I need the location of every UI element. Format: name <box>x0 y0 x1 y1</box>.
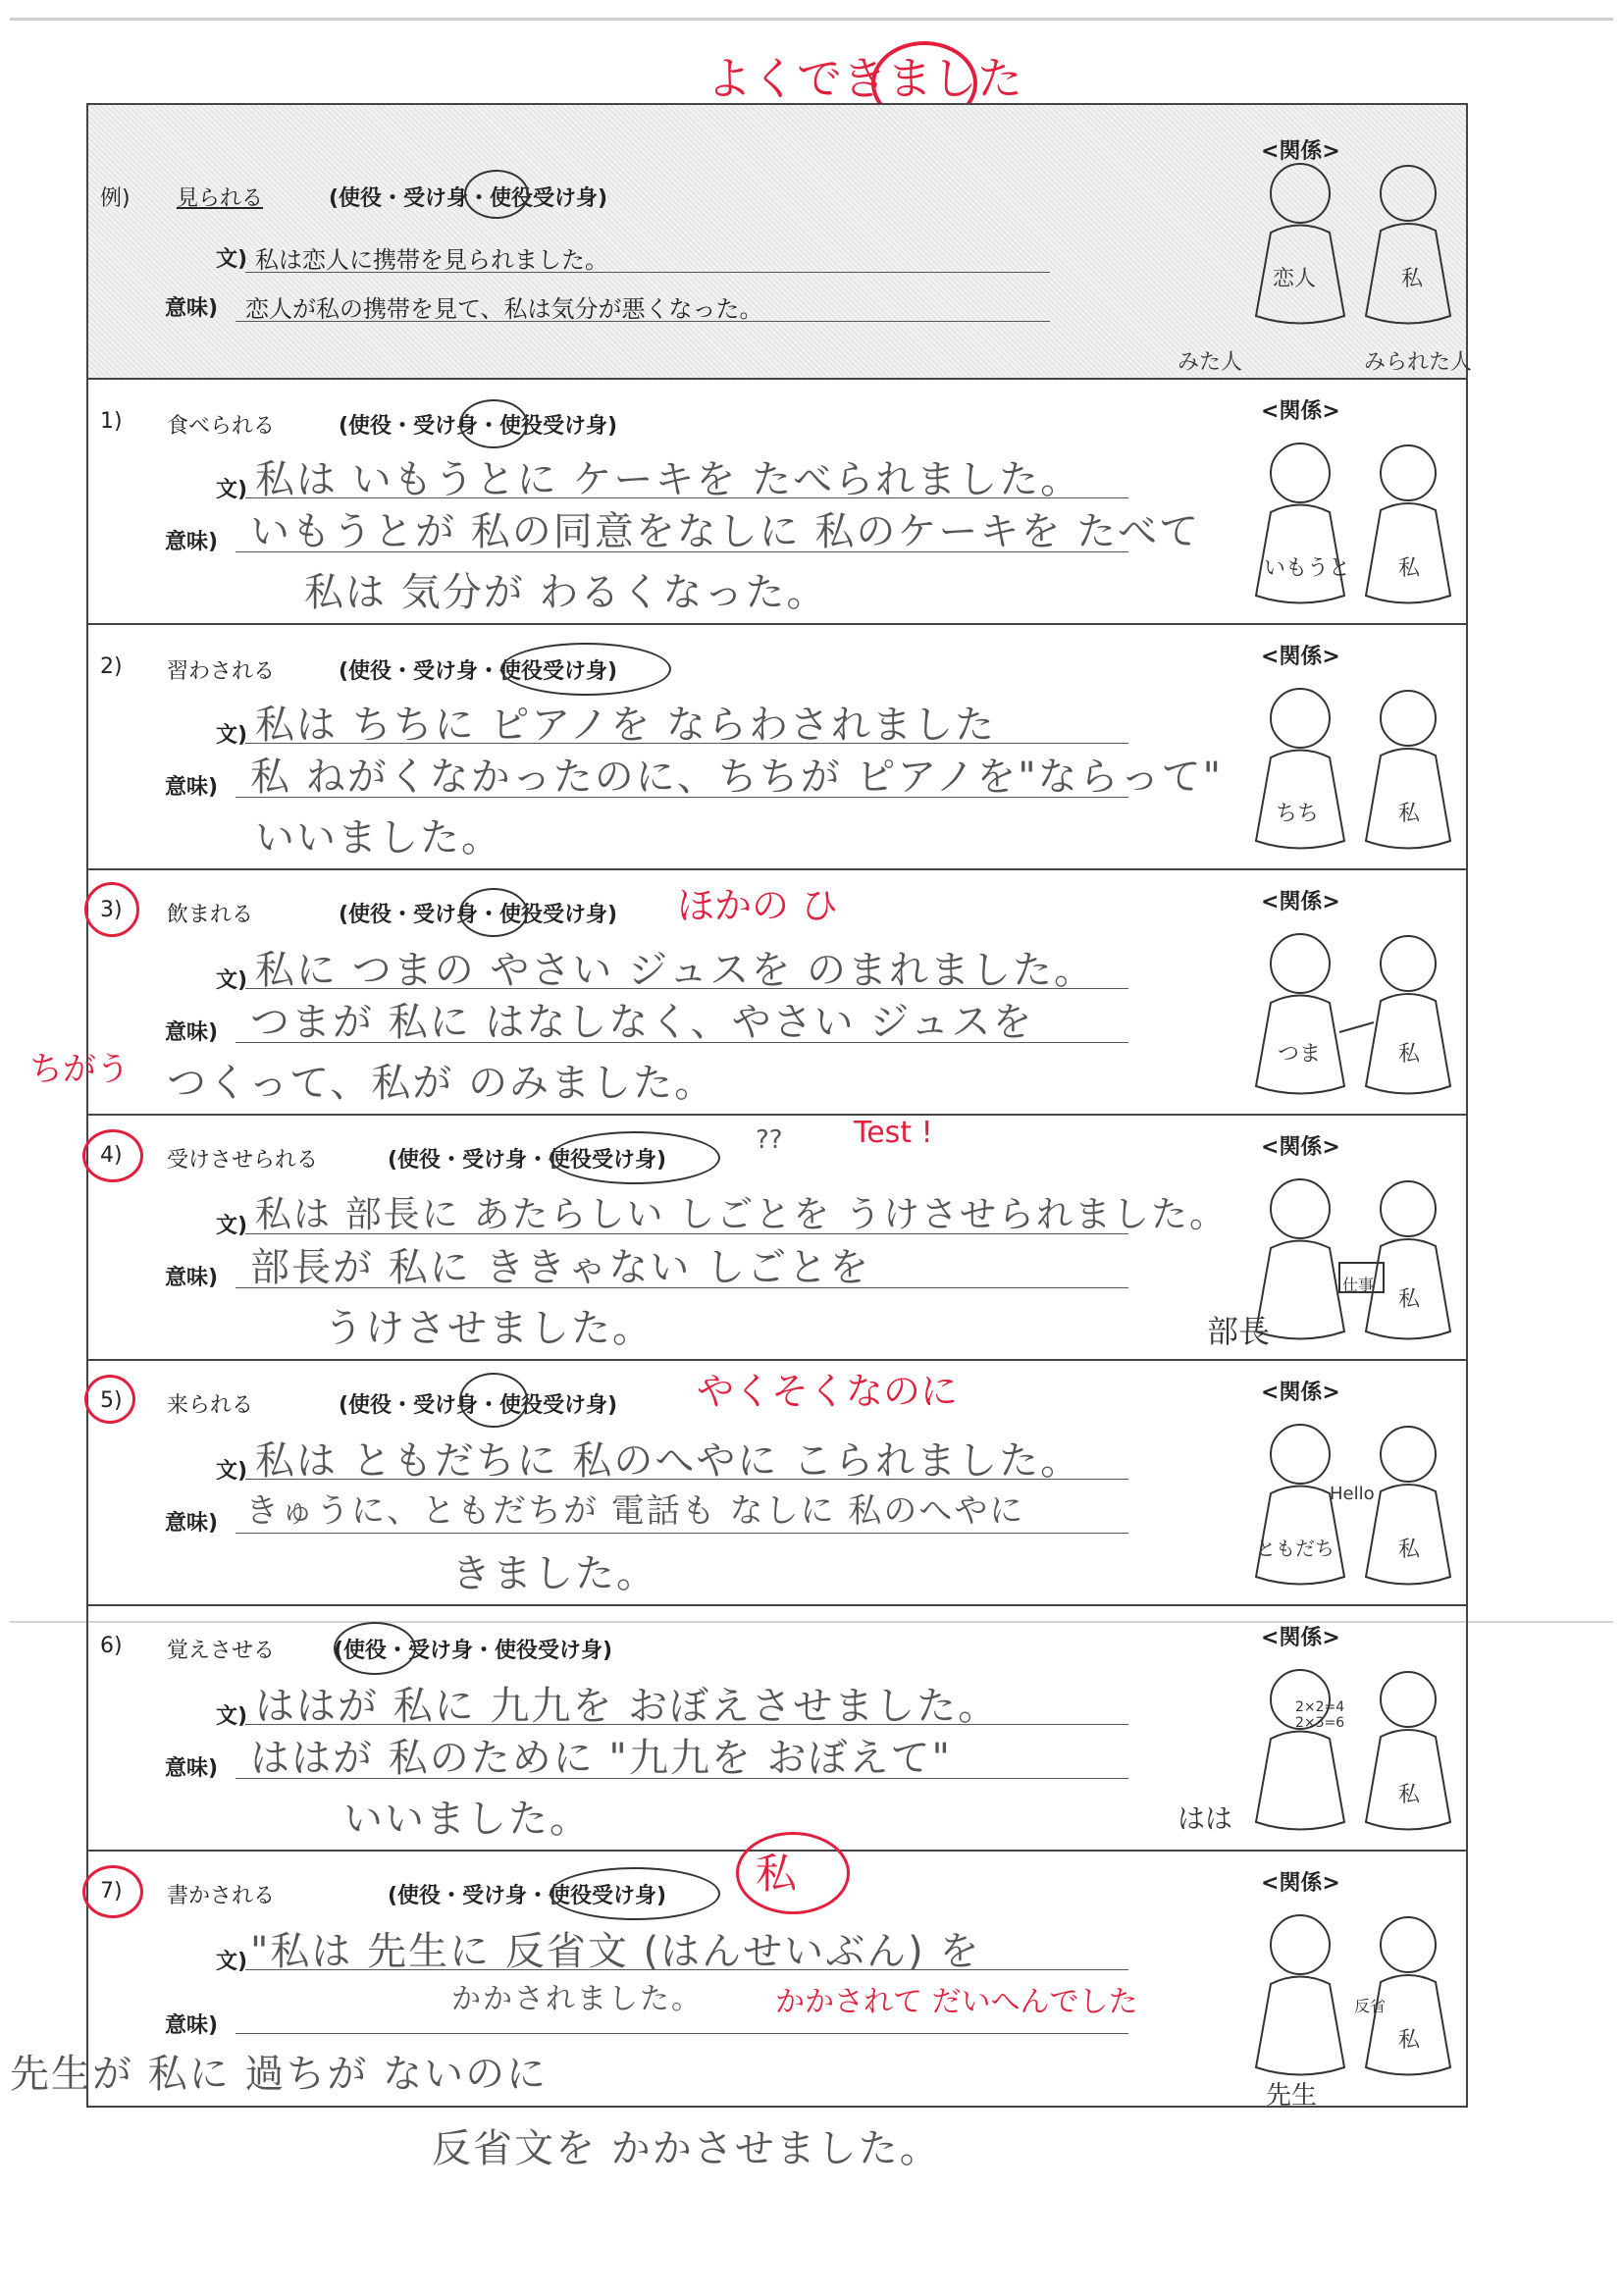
example-meaning-label: 意味) <box>165 296 219 321</box>
meaning-label: 意味) <box>165 1266 219 1290</box>
sentence-line <box>245 1479 1128 1480</box>
handwritten-meaning-line-2: うけさせました。 <box>324 1306 654 1351</box>
handwritten-sentence: 私は いもうとに ケーキを たべられました。 <box>255 457 1082 502</box>
handwritten-meaning-line-1: つまが 私に はなしなく、やさい ジュスを <box>250 1000 1034 1045</box>
figure-right-label: 私 <box>1398 556 1421 581</box>
example-choices: (使役・受け身・使役受け身) <box>329 186 608 211</box>
meaning-label: 意味) <box>165 775 219 800</box>
scan-top-edge <box>10 18 1613 21</box>
handwritten-meaning-line-1: 部長が 私に ききゃない しごとを <box>250 1245 871 1290</box>
sentence-label: 文) <box>216 968 248 993</box>
item-verb: 習わされる <box>167 659 276 684</box>
relation-label: <関係> <box>1261 1626 1340 1650</box>
item-choices: (使役・受け身・使役受け身) <box>388 1148 667 1173</box>
meaning-line <box>236 1287 1128 1288</box>
meaning-label: 意味) <box>165 530 219 554</box>
sentence-label: 文) <box>216 1950 248 1974</box>
item-verb: 食べられる <box>167 414 276 439</box>
handwritten-meaning-line-2-item7: 反省文を かかさせました。 <box>432 2126 941 2171</box>
relation-figures <box>1246 679 1462 865</box>
figure-prop-label: 反省 <box>1354 1997 1387 2015</box>
example-sentence-line <box>245 272 1050 273</box>
item-verb: 覚えさせる <box>167 1639 276 1663</box>
handwritten-meaning-line-1: きゅうに、ともだちが 電話も なしに 私のへやに <box>245 1491 1025 1531</box>
relation-figures <box>1246 924 1462 1111</box>
meaning-line <box>236 551 1128 552</box>
item-row-2 <box>88 625 1466 870</box>
sentence-label: 文) <box>216 1214 248 1238</box>
figure-prop-label: 2×2=4 2×3=6 <box>1295 1699 1345 1731</box>
handwritten-meaning-line-2: つくって、私が のみました。 <box>167 1061 716 1106</box>
handwritten-sentence-cont: かかされました。 <box>451 1982 703 2016</box>
handwritten-meaning-line-2: きました。 <box>451 1551 657 1596</box>
sentence-label: 文) <box>216 1704 248 1729</box>
item-verb: 来られる <box>167 1393 254 1418</box>
item-row-3 <box>29 870 1466 1116</box>
figure-right-label: 私 <box>1398 1783 1421 1807</box>
relation-figures <box>1246 1660 1462 1847</box>
figure-right-label: 私 <box>1398 1042 1421 1067</box>
question-marks: ?? <box>756 1125 783 1155</box>
item-row-7 <box>10 1850 1466 2111</box>
figure-left-label: ちち <box>1276 802 1320 826</box>
figure-left-label: はは <box>1178 1802 1233 1835</box>
item-number: 1) <box>100 409 123 434</box>
figure-left-label: 部長 <box>1207 1313 1271 1350</box>
relation-label: <関係> <box>1261 1381 1340 1405</box>
figure-right-label: 私 <box>1398 1287 1421 1312</box>
figure-left-label: ともだち <box>1256 1537 1335 1560</box>
teacher-comment: やくそくなのに <box>697 1370 959 1413</box>
sentence-line <box>245 1969 1128 1970</box>
handwritten-meaning-line-1: ははが 私のために "九九を おぼえて" <box>250 1736 952 1781</box>
item-answer-circle <box>550 1867 720 1920</box>
item-row-5 <box>88 1361 1466 1606</box>
item-row-1 <box>88 380 1466 625</box>
example-row <box>88 105 1473 380</box>
sentence-line <box>245 988 1128 989</box>
item-answer-circle <box>459 1373 528 1428</box>
item-verb: 飲まれる <box>167 903 254 927</box>
relation-figures <box>1246 1415 1462 1601</box>
relation-label: <関係> <box>1261 399 1340 424</box>
item-verb: 受けさせられる <box>167 1148 319 1173</box>
meaning-label: 意味) <box>165 2013 219 2038</box>
item-answer-circle <box>459 888 528 937</box>
worksheet <box>10 103 1473 2111</box>
item-verb: 書かされる <box>167 1884 276 1908</box>
sentence-line <box>245 1233 1128 1234</box>
item-row-6 <box>88 1606 1466 1852</box>
teacher-margin-note: ちがう <box>29 1050 130 1089</box>
teacher-comment: Test ! <box>854 1116 933 1150</box>
relation-figures <box>1246 434 1462 620</box>
handwritten-sentence: 私は ちちに ピアノを ならわされました <box>255 703 996 748</box>
example-figure-right-label: 私 <box>1401 267 1424 291</box>
handwritten-sentence: "私は 先生に 反省文 (はんせいぶん) を <box>250 1929 981 1974</box>
item-number: 2) <box>100 654 123 679</box>
sentence-line <box>245 1724 1128 1725</box>
item-answer-circle <box>500 643 671 696</box>
example-figure-left-label: 恋人 <box>1273 267 1317 291</box>
teacher-correction: 私 <box>756 1850 798 1898</box>
handwritten-sentence: ははが 私に 九九を おぼえさせました。 <box>255 1684 1000 1729</box>
handwritten-meaning-line-2: いいました。 <box>343 1797 591 1842</box>
figure-right-label: 私 <box>1398 2028 1421 2053</box>
figure-prop-label: Hello <box>1330 1484 1375 1504</box>
item-answer-circle <box>459 399 528 448</box>
sentence-label: 文) <box>216 1459 248 1484</box>
handwritten-sentence: 私は ともだちに 私のへやに こられました。 <box>255 1438 1082 1484</box>
item-choices: (使役・受け身・使役受け身) <box>388 1884 667 1908</box>
relation-label: <関係> <box>1261 645 1340 669</box>
meaning-line <box>236 1778 1128 1779</box>
meaning-label: 意味) <box>165 1756 219 1781</box>
meaning-line <box>236 1042 1128 1043</box>
sentence-label: 文) <box>216 478 248 502</box>
sentence-line <box>245 743 1128 744</box>
item-answer-circle <box>334 1622 416 1675</box>
figure-left-label: 先生 <box>1266 2081 1318 2111</box>
example-figures <box>1246 154 1462 340</box>
handwritten-meaning-line-1: 私 ねがくなかったのに、ちちが ピアノを"ならって" <box>250 755 1224 800</box>
meaning-label: 意味) <box>165 1020 219 1045</box>
item-number: 4) <box>100 1143 123 1168</box>
handwritten-meaning-line-2: いいました。 <box>255 815 502 861</box>
figure-prop-label: 仕事 <box>1342 1276 1375 1294</box>
item-choices: (使役・受け身・使役受け身) <box>339 903 618 927</box>
handwritten-meaning-line-1: 先生が 私に 過ちが ないのに <box>10 2052 549 2097</box>
item-number: 3) <box>100 898 123 922</box>
example-caption-right: みられた人 <box>1364 350 1473 375</box>
sentence-line <box>245 497 1128 498</box>
figure-left-label: いもうと <box>1264 556 1351 581</box>
example-sentence: 私は恋人に携帯を見られました。 <box>255 246 608 274</box>
item-choices: (使役・受け身・使役受け身) <box>339 1393 618 1418</box>
item-number: 6) <box>100 1634 123 1658</box>
teacher-comment: かかされて だいへんでした <box>775 1985 1138 2019</box>
example-answer-circle <box>464 170 529 219</box>
example-number: 例) <box>100 186 131 211</box>
figure-right-label: 私 <box>1398 802 1421 826</box>
example-caption-left: みた人 <box>1178 350 1243 375</box>
item-choices: (使役・受け身・使役受け身) <box>334 1639 613 1663</box>
example-meaning-line <box>236 321 1050 322</box>
item-answer-circle <box>550 1131 720 1184</box>
relation-figures <box>1246 1170 1462 1356</box>
meaning-line <box>236 1533 1128 1534</box>
handwritten-meaning-line-1: いもうとが 私の同意をなしに 私のケーキを たべて <box>250 509 1201 554</box>
relation-label: <関係> <box>1261 1135 1340 1160</box>
sentence-label: 文) <box>216 723 248 748</box>
figure-left-label: つま <box>1278 1042 1322 1067</box>
item-choices: (使役・受け身・使役受け身) <box>339 414 618 439</box>
grade-remark: よくできました <box>707 52 1022 105</box>
meaning-label: 意味) <box>165 1511 219 1536</box>
example-verb: 見られる <box>177 186 264 211</box>
example-relation-label: <関係> <box>1261 139 1340 164</box>
meaning-line <box>236 797 1128 798</box>
item-choices: (使役・受け身・使役受け身) <box>339 659 618 684</box>
item-number: 7) <box>100 1879 123 1904</box>
example-meaning: 恋人が私の携帯を見て、私は気分が悪くなった。 <box>245 295 763 323</box>
figure-right-label: 私 <box>1398 1538 1421 1562</box>
item-row-4 <box>88 1116 1466 1361</box>
relation-label: <関係> <box>1261 1871 1340 1896</box>
teacher-comment: ほかの ひ <box>677 884 839 927</box>
item-number: 5) <box>100 1388 123 1413</box>
handwritten-meaning-line-2: 私は 気分が わるくなった。 <box>304 570 828 615</box>
relation-label: <関係> <box>1261 890 1340 914</box>
meaning-line <box>236 2033 1128 2034</box>
handwritten-sentence: 私に つまの やさい ジュスを のまれました。 <box>255 948 1096 993</box>
handwritten-sentence: 私は 部長に あたらしい しごとを うけさせられました。 <box>255 1193 1229 1235</box>
example-sentence-label: 文) <box>216 247 248 272</box>
